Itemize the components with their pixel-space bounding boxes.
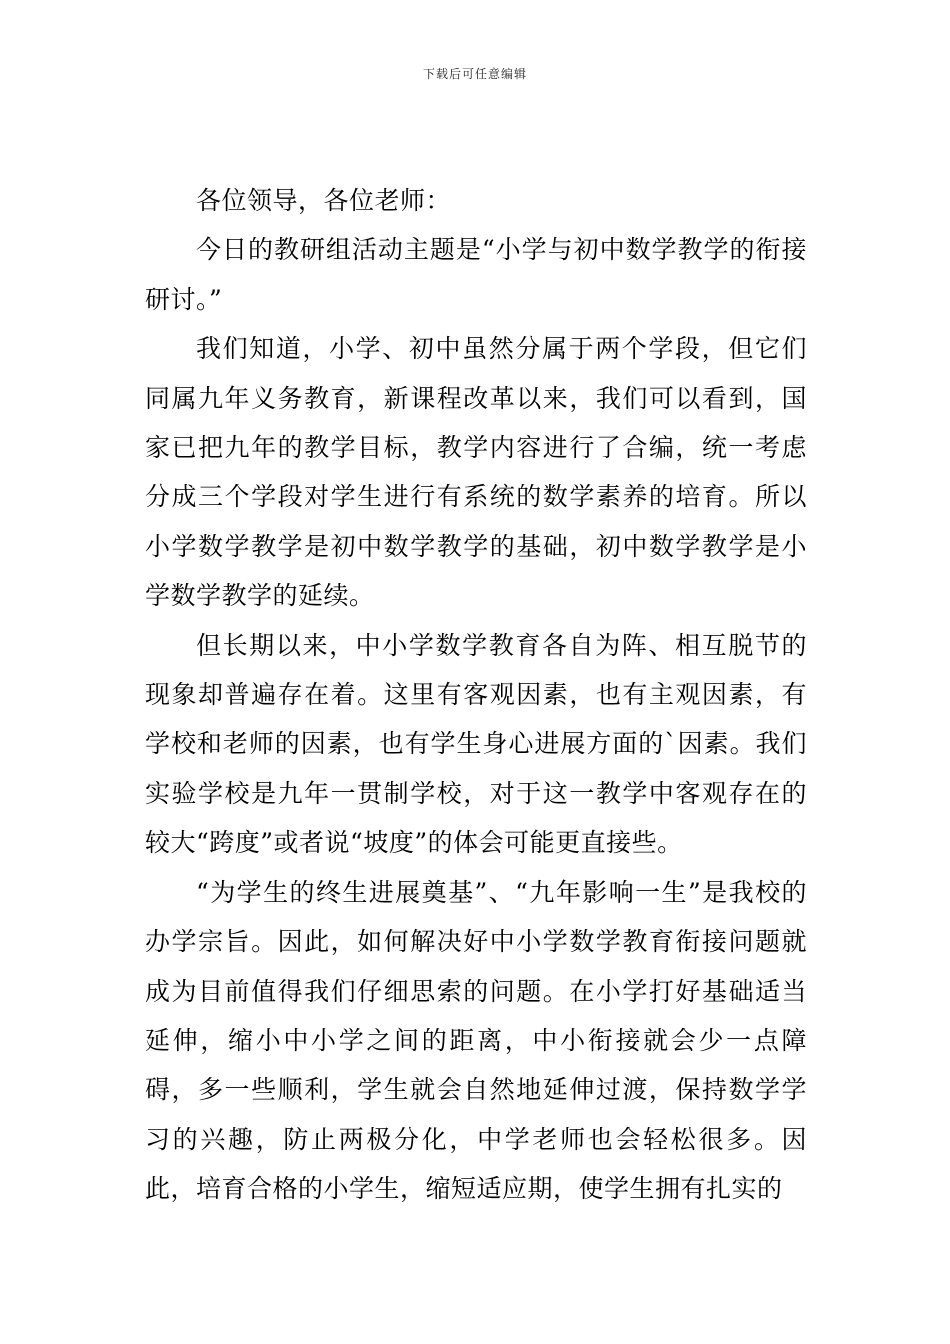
document-body [145,176,807,1214]
body-paragraph-1: 我们知道，小学、初中虽然分属于两个学段，但它们同属九年义务教育，新课程改革以来，我们可以看到，国家已把九年的教学目标，教学内容进行了合编，统一考虑分成三个学段对学生进行有系统的数学素养的培育。所以小学数学教学是初中数学教学的基础，初中数学教学是小学数学教学的延续。 [145,334,807,611]
salutation-paragraph: 各位领导，各位老师： [196,186,452,215]
page-header: 下载后可任意编辑 [422,67,527,81]
body-paragraph-3: “为学生的终生进展奠基”、“九年影响一生”是我校的办学宗旨。因此，如何解决好中小学数学教育衔接问题就成为目前值得我们仔细思索的问题。在小学打好基础适当延伸，缩小中小学之间的距离，中小衔接就会少一点障碍，多一些顺利，学生就会自然地延伸过渡，保持数学学习的兴趣，防止两极分化，中学老师也会轻松很多。因此，培育合格的小学生，缩短适应期，使学生拥有扎实的 [145,877,807,1204]
body-paragraph-2: 但长期以来，中小学数学教育各自为阵、相互脱节的现象却普遍存在着。这里有客观因素，也有主观因素，有学校和老师的因素，也有学生身心进展方面的`因素。我们实验学校是九年一贯制学校，对于这一教学中客观存在的较大“跨度”或者说“坡度”的体会可能更直接些。 [145,630,807,858]
topic-paragraph: 今日的教研组活动主题是“小学与初中数学教学的衔接研讨。” [145,235,807,314]
